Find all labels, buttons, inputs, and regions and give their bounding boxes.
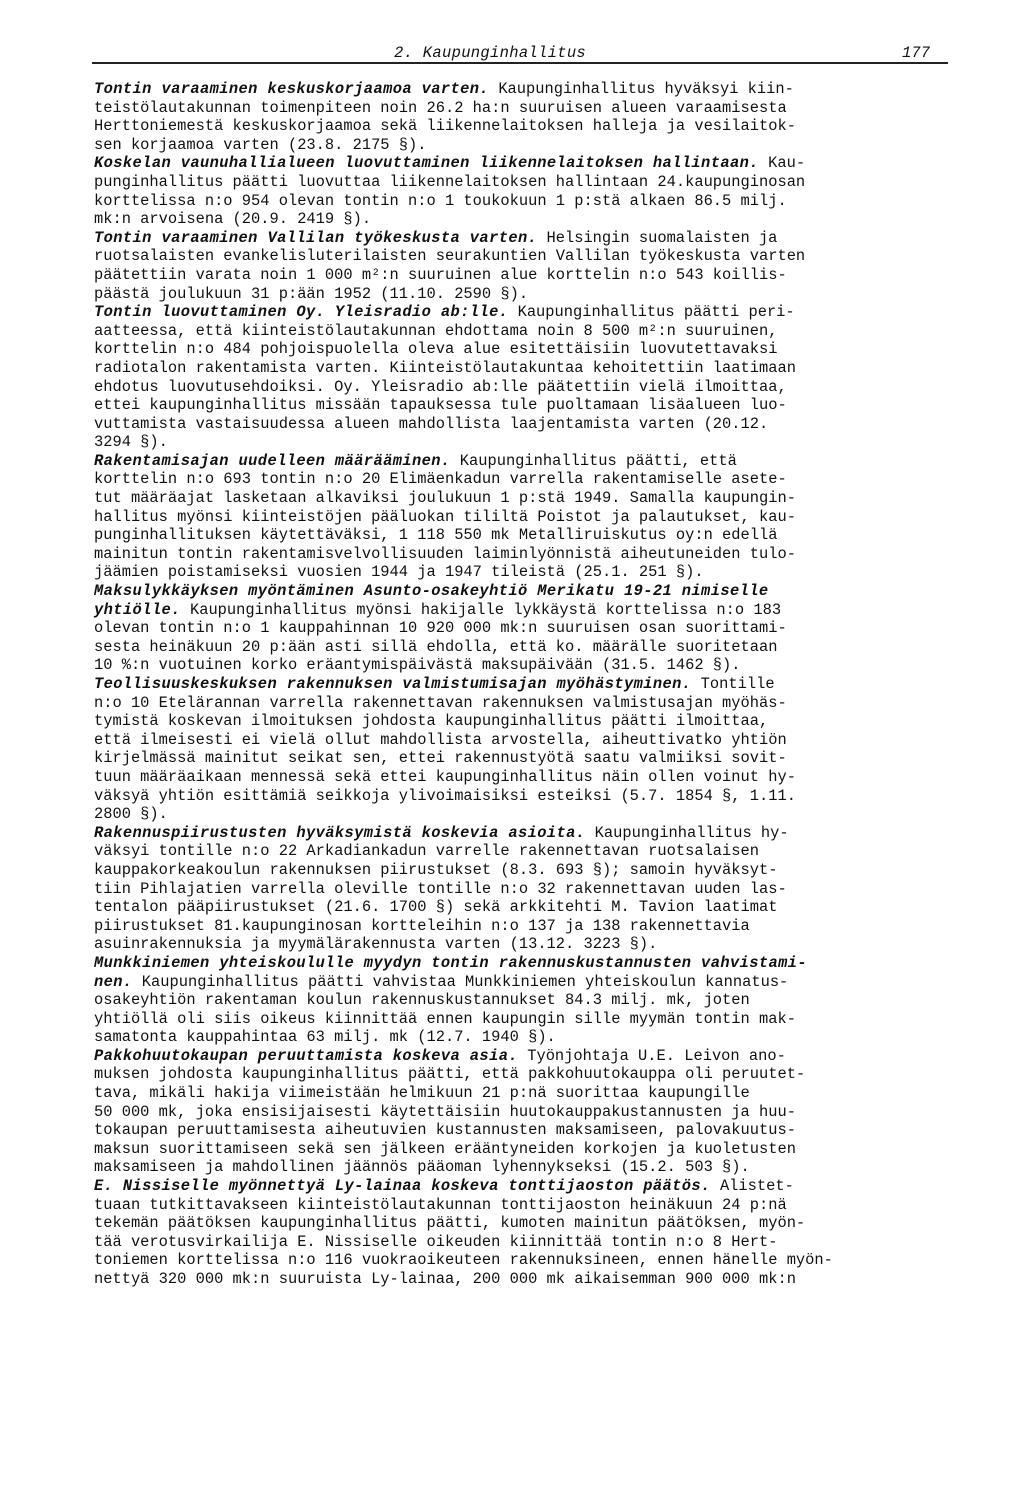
body-line-text: nettyä 320 000 mk:n suuruista Ly-lainaa, 200 000 mk aikaisemman 900 000 mk:n xyxy=(94,1270,796,1288)
text-line xyxy=(94,1233,974,1252)
page-number: 177 xyxy=(902,44,930,62)
text-line xyxy=(94,192,974,211)
body-line-text: radiotalon rakentamista varten. Kiinteistölautakuntaa kehoitettiin laatimaan xyxy=(94,358,796,377)
body-line-text: väksyi tontille n:o 22 Arkadiankadun varrelle rakennettavan ruotsalaisen xyxy=(94,842,759,861)
text-line xyxy=(94,229,974,248)
body-line-text: Herttoniemestä keskuskorjaamoa sekä liikennelaitoksen halleja ja vesilaitok- xyxy=(94,117,796,136)
section-heading: E. Nissiselle myönnettyä Ly-lainaa koskeva tonttijaoston päätös. xyxy=(94,1177,711,1196)
text-line xyxy=(94,303,974,322)
section-heading: Tontin varaaminen Vallilan työkeskusta varten. xyxy=(94,228,538,247)
text-line xyxy=(94,266,974,285)
body-line-text: mainitun tontin rakentamisvelvollisuuden laiminlyönnistä aiheutuneiden tulo- xyxy=(94,544,796,563)
header-rule xyxy=(92,62,948,64)
body-line-text: Alistet- xyxy=(710,1177,794,1196)
text-line xyxy=(94,285,974,304)
text-line xyxy=(94,415,974,434)
text-line xyxy=(94,563,974,582)
text-line xyxy=(94,378,974,397)
body-line-text: korttelin n:o 484 pohjoispuolella oleva alue esitettäisiin luovutettavaksi xyxy=(94,340,778,359)
body-line-text: yhtiöllä oli siis oikeus kiinnittää ennen kaupungin sille myymän tontin mak- xyxy=(94,1009,796,1028)
body-line-text: vuttamista vastaisuudessa alueen mahdollista laajentamista varten (20.12. xyxy=(94,414,769,433)
text-line xyxy=(94,508,974,527)
body-line-text: korttelissa n:o 954 olevan tontin n:o 1 toukokuun 1 p:stä alkaen 86.5 milj. xyxy=(94,191,787,210)
text-line xyxy=(94,601,974,620)
body-line-text: päätettiin varata noin 1 000 m²:n suuruinen alue korttelin n:o 543 koillis- xyxy=(94,265,787,284)
text-line xyxy=(94,898,974,917)
text-line xyxy=(94,1177,974,1196)
text-line xyxy=(94,80,974,99)
body-line-text: tää verotusvirkailija E. Nissiselle oikeuden kiinnittää tontin n:o 8 Hert- xyxy=(94,1232,778,1251)
body-line-text: tekemän päätöksen kaupunginhallitus päätti, kumoten mainitun päätöksen, myön- xyxy=(94,1214,806,1233)
body-line-text: asuinrakennuksia ja myymälärakennusta varten (13.12. 3223 §). xyxy=(94,935,658,954)
body-line-text: Kaupunginhallitus hyväksyi kiin- xyxy=(489,80,794,98)
body-line-text: tut määräajat lasketaan alkaviksi joulukuun 1 p:stä 1949. Samalla kaupungin- xyxy=(94,489,796,508)
text-line xyxy=(94,1121,974,1140)
text-line xyxy=(94,1065,974,1084)
text-line xyxy=(94,991,974,1010)
text-line xyxy=(94,433,974,452)
text-line xyxy=(94,1084,974,1103)
body-line-text: jäämien poistamiseksi vuosien 1944 ja 1947 tileistä (25.1. 251 §). xyxy=(94,563,704,582)
body-line-text: toniemen korttelissa n:o 116 vuokraoikeuteen rakennuksineen, ennen hänelle myön- xyxy=(94,1251,833,1270)
text-line xyxy=(94,396,974,415)
body-line-text: väksyä yhtiön esittämiä seikkoja ylivoimaisiksi esteiksi (5.7. 1854 §, 1.11. xyxy=(94,786,796,805)
running-head: 2. Kaupunginhallitus xyxy=(394,44,587,62)
body-line-text: Helsingin suomalaisten ja xyxy=(537,228,778,247)
body-line-text: mk:n arvoisena (20.9. 2419 §). xyxy=(94,210,372,229)
text-line xyxy=(94,340,974,359)
body-line-text: muksen johdosta kaupunginhallitus päätti, että pakkohuutokauppa oli peruutet- xyxy=(94,1065,806,1084)
text-line xyxy=(94,470,974,489)
body-line-text: kauppakorkeakoulun rakennuksen piirustukset (8.3. 693 §); samoin hyväksyt- xyxy=(94,860,778,879)
section-heading: Tontin varaaminen keskuskorjaamoa varten. xyxy=(94,80,490,98)
text-line xyxy=(94,1028,974,1047)
text-line xyxy=(94,1047,974,1066)
text-line xyxy=(94,1214,974,1233)
text-line xyxy=(94,1196,974,1215)
section-heading: Maksulykkäyksen myöntäminen Asunto-osakeyhtiö Merikatu 19-21 nimiselle xyxy=(94,582,769,601)
text-line xyxy=(94,452,974,471)
body-line-text: Kau- xyxy=(758,154,806,173)
text-line xyxy=(94,1010,974,1029)
text-line xyxy=(94,954,974,973)
text-line xyxy=(94,638,974,657)
text-line xyxy=(94,136,974,155)
body-line-text: hallitus myönsi kiinteistöjen pääluokan tililtä Poistot ja palautukset, kau- xyxy=(94,507,796,526)
body-line-text: samatonta kauppahintaa 63 milj. mk (12.7. 1940 §). xyxy=(94,1028,556,1047)
body-line-text: sesta heinäkuun 20 p:ään asti sillä ehdolla, että ko. määrälle suoritetaan xyxy=(94,637,778,656)
section-heading: Rakennuspiirustusten hyväksymistä koskevia asioita. xyxy=(94,823,586,842)
text-line xyxy=(94,880,974,899)
text-line xyxy=(94,154,974,173)
body-line-text: maksun suorittamiseen sekä sen jälkeen erääntyneiden korkojen ja kuoletusten xyxy=(94,1139,796,1158)
body-line-text: korttelin n:o 693 tontin n:o 20 Elimäenkadun varrella rakentamiselle asete- xyxy=(94,470,787,489)
body-line-text: ruotsalaisten evankelisluterilaisten seurakuntien Vallilan työkeskusta varten xyxy=(94,247,806,266)
body-line-text: tiin Pihlajatien varrella oleville tontille n:o 32 rakennettavan uuden las- xyxy=(94,879,787,898)
body-line-text: 50 000 mk, joka ensisijaisesti käytettäisiin huutokauppakustannusten ja huu- xyxy=(94,1102,796,1121)
body-line-text: ettei kaupunginhallitus missään tapauksessa tule puoltamaan lisäalueen luo- xyxy=(94,396,787,415)
body-line-text: ehdotus luovutusehdoiksi. Oy. Yleisradio ab:lle päätettiin vielä ilmoittaa, xyxy=(94,377,787,396)
section-heading: yhtiölle. xyxy=(94,600,181,619)
body-line-text: punginhallitus päätti luovuttaa liikennelaitoksen hallintaan 24.kaupunginosan xyxy=(94,172,806,191)
text-line xyxy=(94,173,974,192)
body-line-text: maksamiseen ja mahdollinen jäännös pääoman lyhennykseksi (15.2. 503 §). xyxy=(94,1158,750,1177)
body-line-text: n:o 10 Etelärannan varrella rakennettavan rakennuksen valmistusajan myöhäs- xyxy=(94,693,787,712)
text-line xyxy=(94,842,974,861)
text-line xyxy=(94,1140,974,1159)
body-line-text: päästä joulukuun 31 p:ään 1952 (11.10. 2590 §). xyxy=(94,284,529,303)
body-line-text: olevan tontin n:o 1 kauppahinnan 10 920 000 mk:n suuruisen osan suorittami- xyxy=(94,619,787,638)
text-line xyxy=(94,787,974,806)
body-line-text: teistölautakunnan toimenpiteen noin 26.2 ha:n suuruisen alueen varaamisesta xyxy=(94,98,787,117)
text-line xyxy=(94,359,974,378)
text-line xyxy=(94,1251,974,1270)
text-line xyxy=(94,247,974,266)
text-line xyxy=(94,824,974,843)
body-line-text: Kaupunginhallitus hy- xyxy=(585,823,789,842)
body-text xyxy=(94,80,974,1289)
text-line xyxy=(94,935,974,954)
body-line-text: sen korjaamoa varten (23.8. 2175 §). xyxy=(94,135,427,154)
text-line xyxy=(94,694,974,713)
text-line xyxy=(94,712,974,731)
text-line xyxy=(94,526,974,545)
body-line-text: piirustukset 81.kaupunginosan kortteleihin n:o 137 ja 138 rakennettavia xyxy=(94,916,750,935)
text-line xyxy=(94,768,974,787)
text-line xyxy=(94,749,974,768)
body-line-text: Kaupunginhallitus päätti peri- xyxy=(508,303,795,322)
text-line xyxy=(94,861,974,880)
body-line-text: aatteessa, että kiinteistölautakunnan ehdottama noin 8 500 m²:n suuruinen, xyxy=(94,321,778,340)
body-line-text: tuaan tutkittavakseen kiinteistölautakunnan tonttijaoston heinäkuun 24 p:nä xyxy=(94,1195,787,1214)
body-line-text: tava, mikäli hakija viimeistään helmikuun 21 p:nä suorittaa kaupungille xyxy=(94,1084,750,1103)
text-line xyxy=(94,731,974,750)
text-line xyxy=(94,117,974,136)
text-line xyxy=(94,656,974,675)
text-line xyxy=(94,1270,974,1289)
body-line-text: tuun määräaikaan mennessä sekä ettei kaupunginhallitus näin ollen voinut hy- xyxy=(94,767,796,786)
body-line-text: tymistä koskevan ilmoituksen johdosta kaupunginhallitus päätti ilmoittaa, xyxy=(94,712,769,731)
text-line xyxy=(94,917,974,936)
text-line xyxy=(94,322,974,341)
text-line xyxy=(94,1103,974,1122)
text-line xyxy=(94,582,974,601)
body-line-text: Tontille xyxy=(691,675,775,693)
text-line xyxy=(94,805,974,824)
body-line-text: punginhallituksen käytettäväksi, 1 118 550 mk Metalliruiskutus oy:n edellä xyxy=(94,526,778,545)
body-line-text: 2800 §). xyxy=(94,805,168,824)
body-line-text: Kaupunginhallitus myönsi hakijalle lykkäystä korttelissa n:o 183 xyxy=(180,600,782,619)
section-heading: Tontin luovuttaminen Oy. Yleisradio ab:lle. xyxy=(94,303,509,322)
section-heading: Koskelan vaunuhallialueen luovuttaminen liikennelaitoksen hallintaan. xyxy=(94,154,759,173)
body-line-text: Kaupunginhallitus päätti vahvistaa Munkkiniemen yhteiskoulun kannatus- xyxy=(132,972,789,991)
section-heading: Teollisuuskeskuksen rakennuksen valmistumisajan myöhästyminen. xyxy=(94,675,692,693)
text-line xyxy=(94,1158,974,1177)
text-line xyxy=(94,489,974,508)
body-line-text: Kaupunginhallitus päätti, että xyxy=(450,451,737,470)
body-line-text: kirjelmässä mainitut seikat sen, ettei rakennustyötä saatu valmiiksi sovit- xyxy=(94,749,787,768)
section-heading: Pakkohuutokaupan peruuttamista koskeva asia. xyxy=(94,1046,518,1065)
section-heading: Rakentamisajan uudelleen määrääminen. xyxy=(94,451,451,470)
body-line-text: osakeyhtiön rakentaman koulun rakennuskustannukset 84.3 milj. mk, joten xyxy=(94,991,750,1010)
section-heading: nen. xyxy=(94,972,133,991)
body-line-text: 10 %:n vuotuinen korko eräantymispäivästä maksupäivään (31.5. 1462 §). xyxy=(94,656,741,675)
text-line xyxy=(94,99,974,118)
body-line-text: tokaupan peruuttamisesta aiheutuvien kustannusten maksamiseen, palovakuutus- xyxy=(94,1121,796,1140)
text-line xyxy=(94,545,974,564)
body-line-text: Työnjohtaja U.E. Leivon ano- xyxy=(517,1046,786,1065)
text-line xyxy=(94,619,974,638)
text-line xyxy=(94,973,974,992)
text-line xyxy=(94,675,974,694)
section-heading: Munkkiniemen yhteiskoululle myydyn tontin rakennuskustannusten vahvistami- xyxy=(94,953,808,972)
body-line-text: että ilmeisesti ei vielä ollut mahdollista arvostella, aiheuttivatko yhtiön xyxy=(94,730,787,749)
body-line-text: 3294 §). xyxy=(94,433,168,452)
text-line xyxy=(94,210,974,229)
body-line-text: tentalon pääpiirustukset (21.6. 1700 §) sekä arkkitehti M. Tavion laatimat xyxy=(94,898,778,917)
